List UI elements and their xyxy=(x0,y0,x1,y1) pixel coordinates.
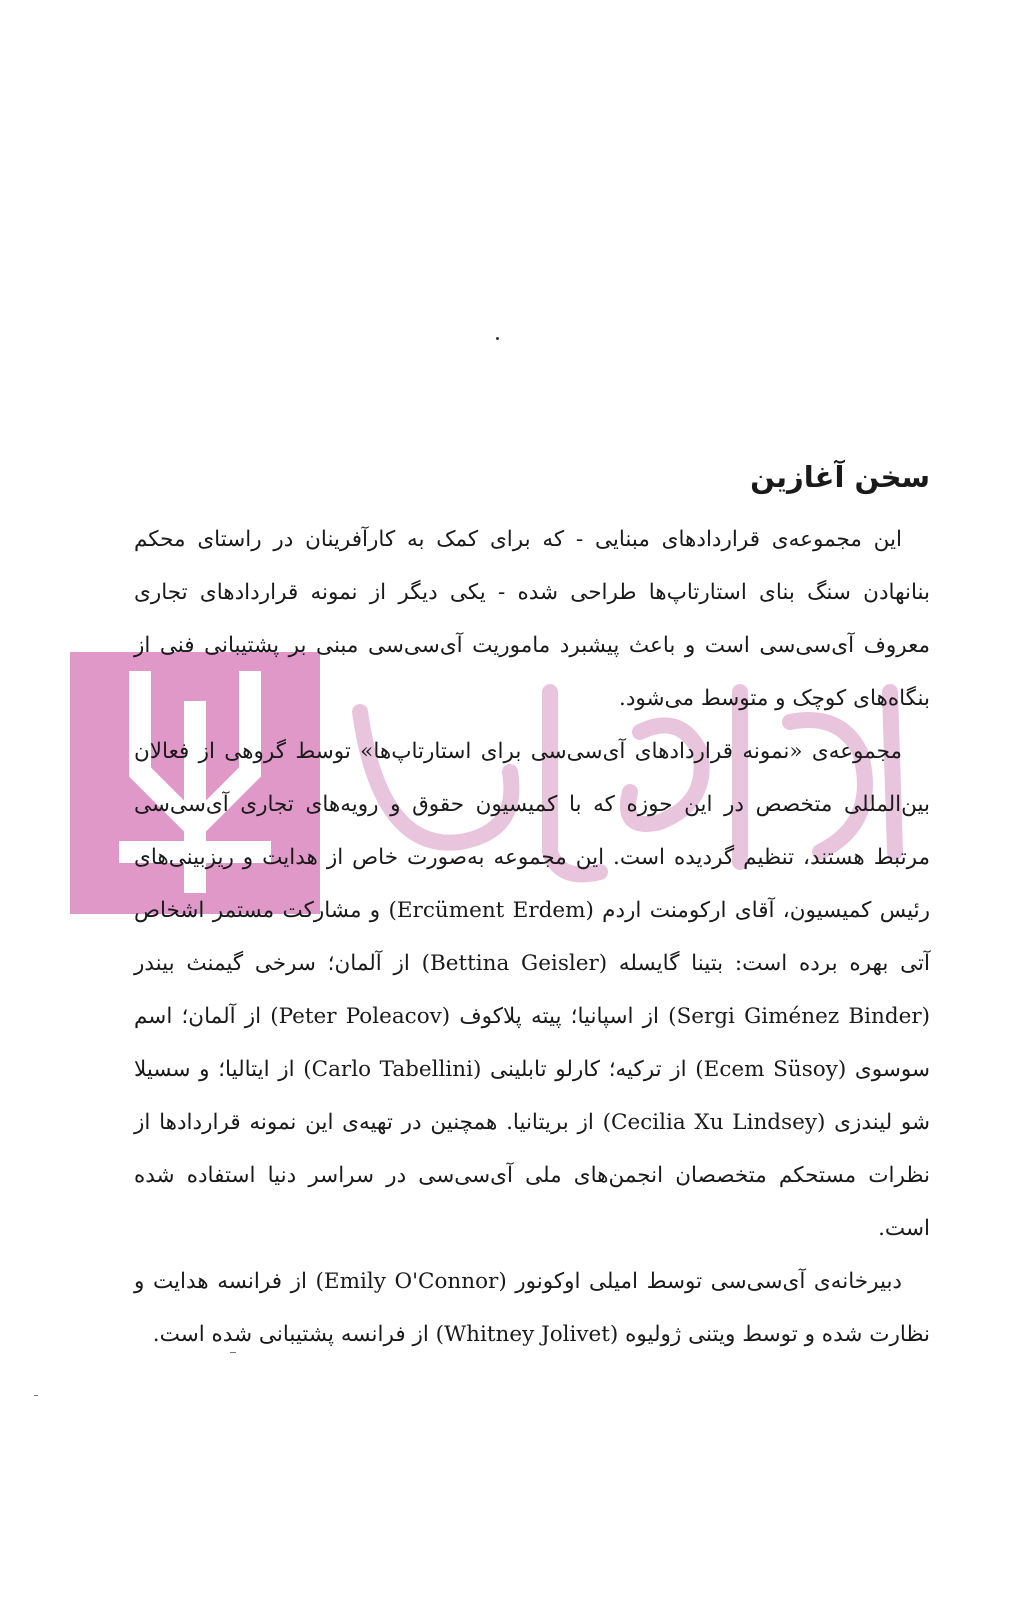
scan-speck xyxy=(496,337,499,340)
scan-mark xyxy=(34,1395,38,1396)
paragraph-2: مجموعه‌ی «نمونه قراردادهای آی‌سی‌سی برای استارتاپ‌ها» توسط گروهی از فعالان بین‌المللی متخصص در این حوزه که با کمیسیون حقوق و رویه‌های تجاری آی‌سی‌سی مرتبط هستند، تنظیم گردیده است. این مجموعه به‌صورت خاص از هدایت و ریزبینی‌های رئیس کمیسیون، آقای ارکومنت اردم (Ercüment Erdem) و مشارکت مستمر اشخاص آتی بهره برده است: بتینا گایسله (Bettina Geisler) از آلمان؛ سرخی گیمنث بیندر (Sergi Giménez Binder) از اسپانیا؛ پیته پلاکوف (Peter Poleacov) از آلمان؛ اسم سوسوی (Ecem Süsoy) از ترکیه؛ کارلو تابلینی (Carlo Tabellini) از ایتالیا؛ و سسیلا شو لیندزی (Cecilia Xu Lindsey) از بریتانیا. همچنین در تهیه‌ی این نمونه قراردادها از نظرات مستحکم متخصصان انجمن‌های ملی آی‌سی‌سی در سراسر دنیا استفاده شده است. xyxy=(134,739,930,1241)
section-heading: سخن آغازین xyxy=(750,460,930,494)
paragraph-3: دبیرخانه‌ی آی‌سی‌سی توسط امیلی اوکونور (Emily O'Connor) از فرانسه هدایت و نظارت شده و توسط ویتنی ژولیوه (Whitney Jolivet) از فرانسه پشتیبانی شده است. xyxy=(134,1269,930,1347)
preface-section xyxy=(134,455,930,1361)
paragraph-1: این مجموعه‌ی قراردادهای مبنایی - که برای کمک به کارآفرینان در راستای محکم بنانهادن سنگ بنای استارتاپ‌ها طراحی شده - یکی دیگر از نمونه قراردادهای تجاری معروف آی‌سی‌سی است و باعث پیشبرد ماموریت آی‌سی‌سی مبنی بر پشتیبانی فنی از بنگاه‌های کوچک و متوسط می‌شود. xyxy=(134,527,930,711)
